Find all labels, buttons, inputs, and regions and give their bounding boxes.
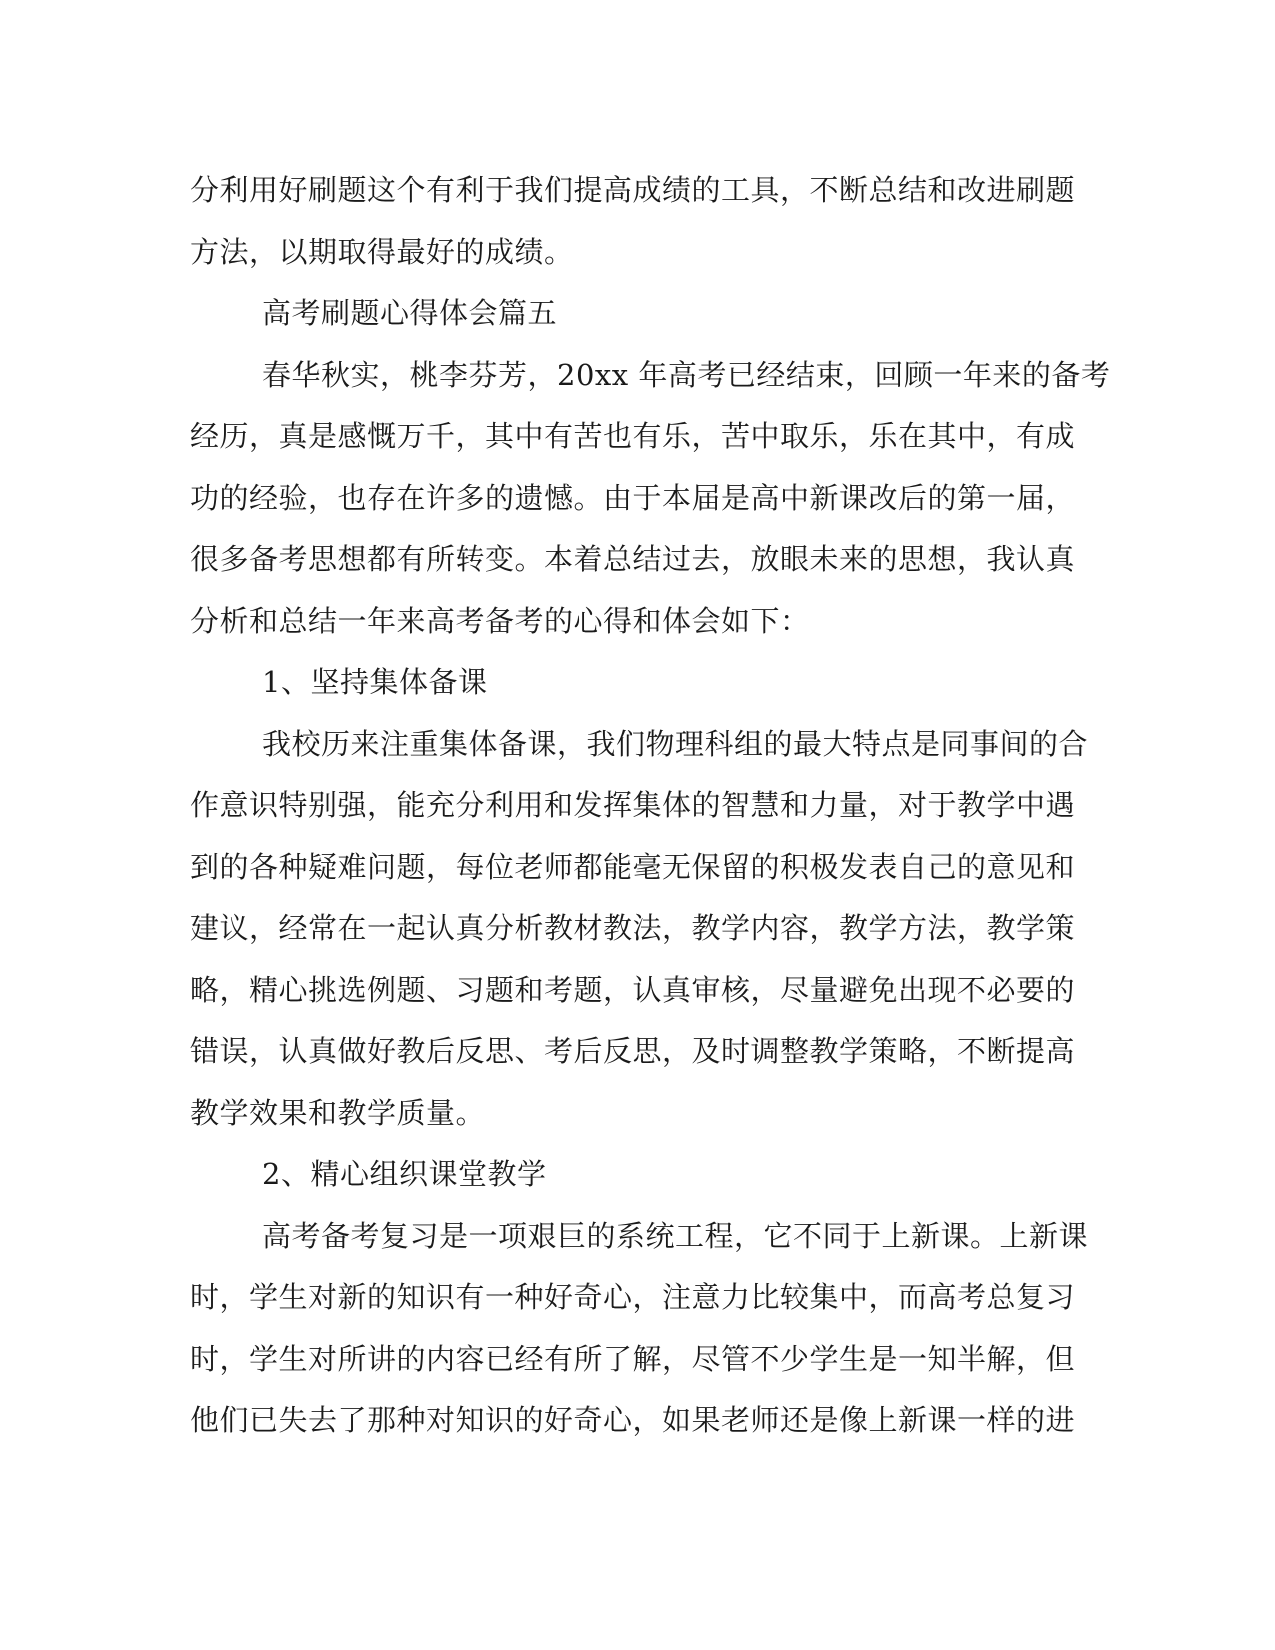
text-line: 建议，经常在一起认真分析教材教法，教学内容，教学方法，教学策 [190,911,1076,945]
text-line: 分析和总结一年来高考备考的心得和体会如下： [190,603,810,638]
text-line: 很多备考思想都有所转变。本着总结过去，放眼未来的思想，我认真 [190,542,1076,576]
text-line: 高考备考复习是一项艰巨的系统工程，它不同于上新课。上新课 [262,1218,1089,1253]
text-line: 略，精心挑选例题、习题和考题，认真审核，尽量避免出现不必要的 [190,972,1076,1007]
text-line: 分利用好刷题这个有利于我们提高成绩的工具，不断总结和改进刷题 [190,173,1076,207]
text-line: 教学效果和教学质量。 [190,1095,486,1130]
text-line: 他们已失去了那种对知识的好奇心，如果老师还是像上新课一样的进 [190,1403,1076,1437]
text-line: 经历，真是感慨万千，其中有苦也有乐，苦中取乐，乐在其中，有成 [190,419,1076,453]
text-line: 时，学生对新的知识有一种好奇心，注意力比较集中，而高考总复习 [190,1280,1076,1314]
text-line: 时，学生对所讲的内容已经有所了解，尽管不少学生是一知半解，但 [190,1341,1076,1376]
subheading: 2、精心组织课堂教学 [262,1157,547,1191]
text-line: 作意识特别强，能充分利用和发挥集体的智慧和力量，对于教学中遇 [190,788,1076,822]
document-body [190,160,1111,1452]
section-heading: 高考刷题心得体会篇五 [262,296,558,330]
text-line: 我校历来注重集体备课，我们物理科组的最大特点是同事间的合 [262,726,1089,761]
text-line: 功的经验，也存在许多的遗憾。由于本届是高中新课改后的第一届， [190,480,1076,515]
subheading: 1、坚持集体备课 [262,665,488,699]
text-line: 春华秋实，桃李芬芳，20xx 年高考已经结束，回顾一年来的备考 [262,357,1111,392]
text-line: 到的各种疑难问题，每位老师都能毫无保留的积极发表自己的意见和 [190,849,1076,884]
text-line: 错误，认真做好教后反思、考后反思，及时调整教学策略，不断提高 [190,1034,1076,1068]
text-line: 方法，以期取得最好的成绩。 [190,234,574,269]
